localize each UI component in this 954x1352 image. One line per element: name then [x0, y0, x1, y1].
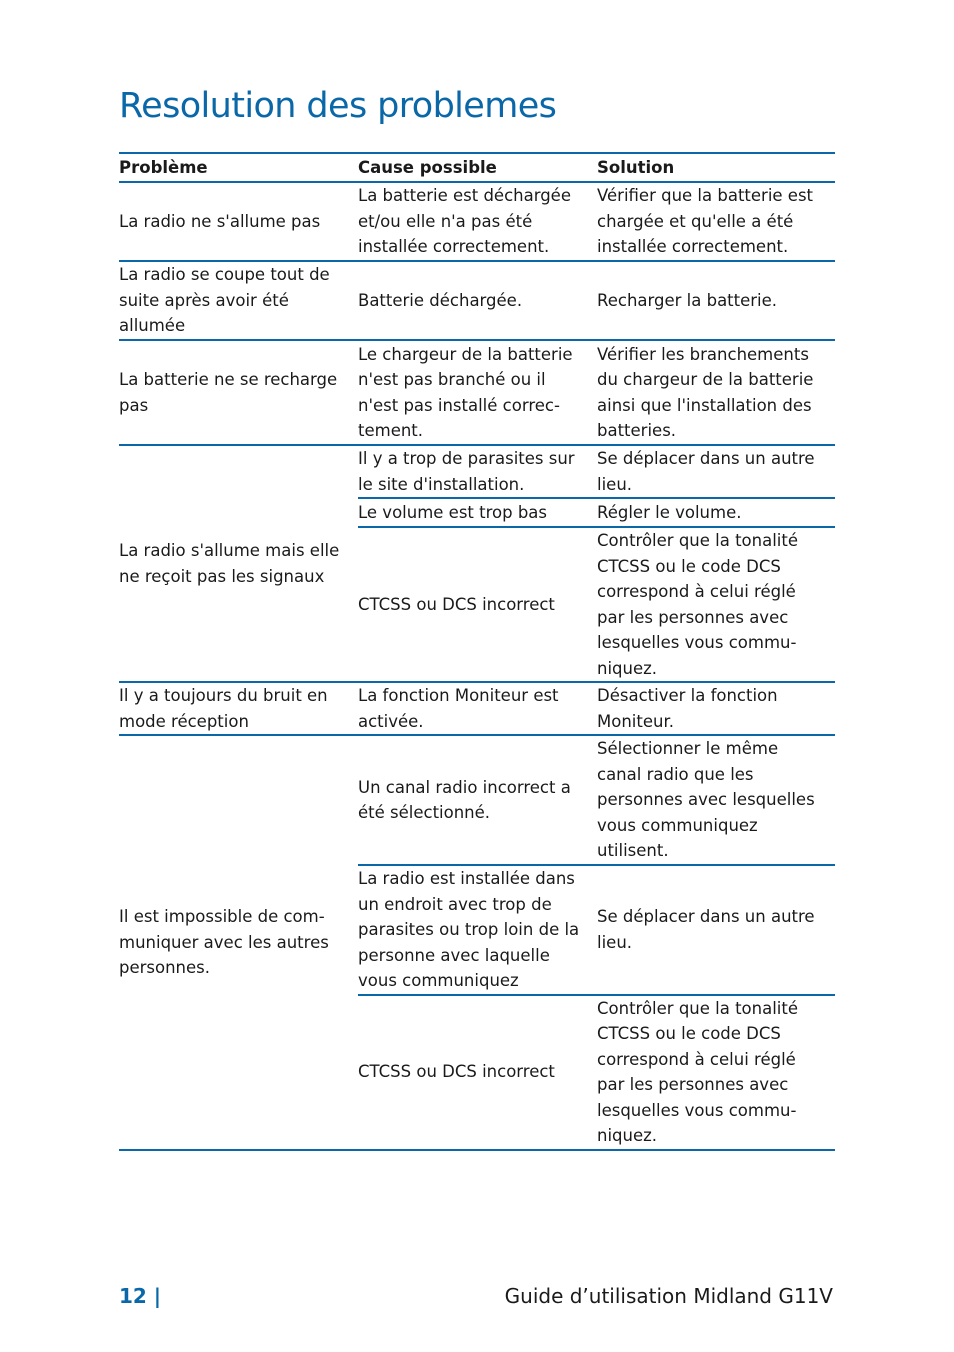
solution-text: Contrôler que la tonalité CTCSS ou le code DCS correspond à celui réglé par les personnes avec lesquelles vous commu-niquez.	[597, 998, 799, 1145]
problem-text: La radio se coupe tout de suite après avoir été allumée	[119, 265, 330, 336]
cause-text: La batterie est déchargée et/ou elle n'a pas été installée correctement.	[358, 186, 571, 257]
solution-cell	[597, 261, 835, 340]
problem-text: La radio s'allume mais elle ne reçoit pas les signaux	[119, 541, 340, 586]
solution-text: Sélectionner le même canal radio que les personnes avec lesquelles vous communiquez utilisent.	[597, 739, 815, 861]
cause-text: Le chargeur de la batterie n'est pas branché ou il n'est pas installé correc-tement.	[358, 344, 573, 440]
header-problem: Problème	[119, 153, 358, 182]
cause-text: CTCSS ou DCS incorrect	[358, 594, 555, 614]
problem-cell	[119, 182, 358, 261]
solution-text: Vérifier que la batterie est chargée et qu'elle a été installée correctement.	[597, 186, 814, 257]
guide-title: Guide d’utilisation Midland G11V	[504, 1284, 833, 1308]
cause-cell	[358, 865, 597, 995]
problem-text: Il y a toujours du bruit en mode réception	[119, 686, 328, 731]
cause-text: Batterie déchargée.	[358, 290, 523, 310]
cause-cell	[358, 182, 597, 261]
table-row	[119, 182, 835, 261]
solution-text: Se déplacer dans un autre lieu.	[597, 907, 815, 952]
problem-cell	[119, 340, 358, 445]
cause-cell	[358, 445, 597, 498]
cause-cell	[358, 340, 597, 445]
page-number: 12 |	[119, 1284, 162, 1308]
solution-cell	[597, 527, 835, 682]
page-title: Resolution des problemes	[119, 86, 557, 126]
cause-text: La radio est installée dans un endroit avec trop de parasites ou trop loin de la personne avec laquelle vous communiquez	[358, 869, 580, 990]
solution-cell	[597, 340, 835, 445]
cause-cell	[358, 261, 597, 340]
solution-text: Vérifier les branchements du chargeur de la batterie ainsi que l'installation des batteries.	[597, 344, 814, 440]
problem-cell	[119, 261, 358, 340]
cause-cell	[358, 498, 597, 527]
table-header-row	[119, 153, 835, 182]
header-solution: Solution	[597, 153, 835, 182]
problem-cell	[119, 682, 358, 735]
cause-text: CTCSS ou DCS incorrect	[358, 1062, 555, 1082]
solution-cell	[597, 865, 835, 995]
solution-cell	[597, 995, 835, 1150]
cause-text: Un canal radio incorrect a été sélectionné.	[358, 777, 571, 822]
solution-text: Se déplacer dans un autre lieu.	[597, 449, 815, 494]
troubleshooting-table	[119, 152, 835, 1151]
table-row	[119, 340, 835, 445]
cause-text: La fonction Moniteur est activée.	[358, 686, 559, 731]
table-row	[119, 261, 835, 340]
solution-text: Désactiver la fonction Moniteur.	[597, 686, 778, 731]
solution-text: Régler le volume.	[597, 502, 742, 522]
cause-text: Le volume est trop bas	[358, 502, 548, 522]
solution-cell	[597, 498, 835, 527]
solution-cell	[597, 682, 835, 735]
header-cause: Cause possible	[358, 153, 597, 182]
solution-text: Recharger la batterie.	[597, 290, 778, 310]
solution-cell	[597, 182, 835, 261]
solution-text: Contrôler que la tonalité CTCSS ou le code DCS correspond à celui réglé par les personnes avec lesquelles vous commu-niquez.	[597, 531, 799, 678]
problem-text: La radio ne s'allume pas	[119, 211, 321, 231]
table-row	[119, 682, 835, 735]
cause-cell	[358, 735, 597, 865]
cause-cell	[358, 995, 597, 1150]
table-row	[119, 735, 835, 865]
cause-text: Il y a trop de parasites sur le site d'installation.	[358, 449, 575, 494]
problem-text: Il est impossible de com-muniquer avec les autres personnes.	[119, 907, 329, 977]
solution-cell	[597, 735, 835, 865]
cause-cell	[358, 527, 597, 682]
problem-cell	[119, 445, 358, 682]
cause-cell	[358, 682, 597, 735]
problem-text: La batterie ne se recharge pas	[119, 370, 338, 415]
solution-cell	[597, 445, 835, 498]
table-row	[119, 445, 835, 498]
problem-cell	[119, 735, 358, 1150]
